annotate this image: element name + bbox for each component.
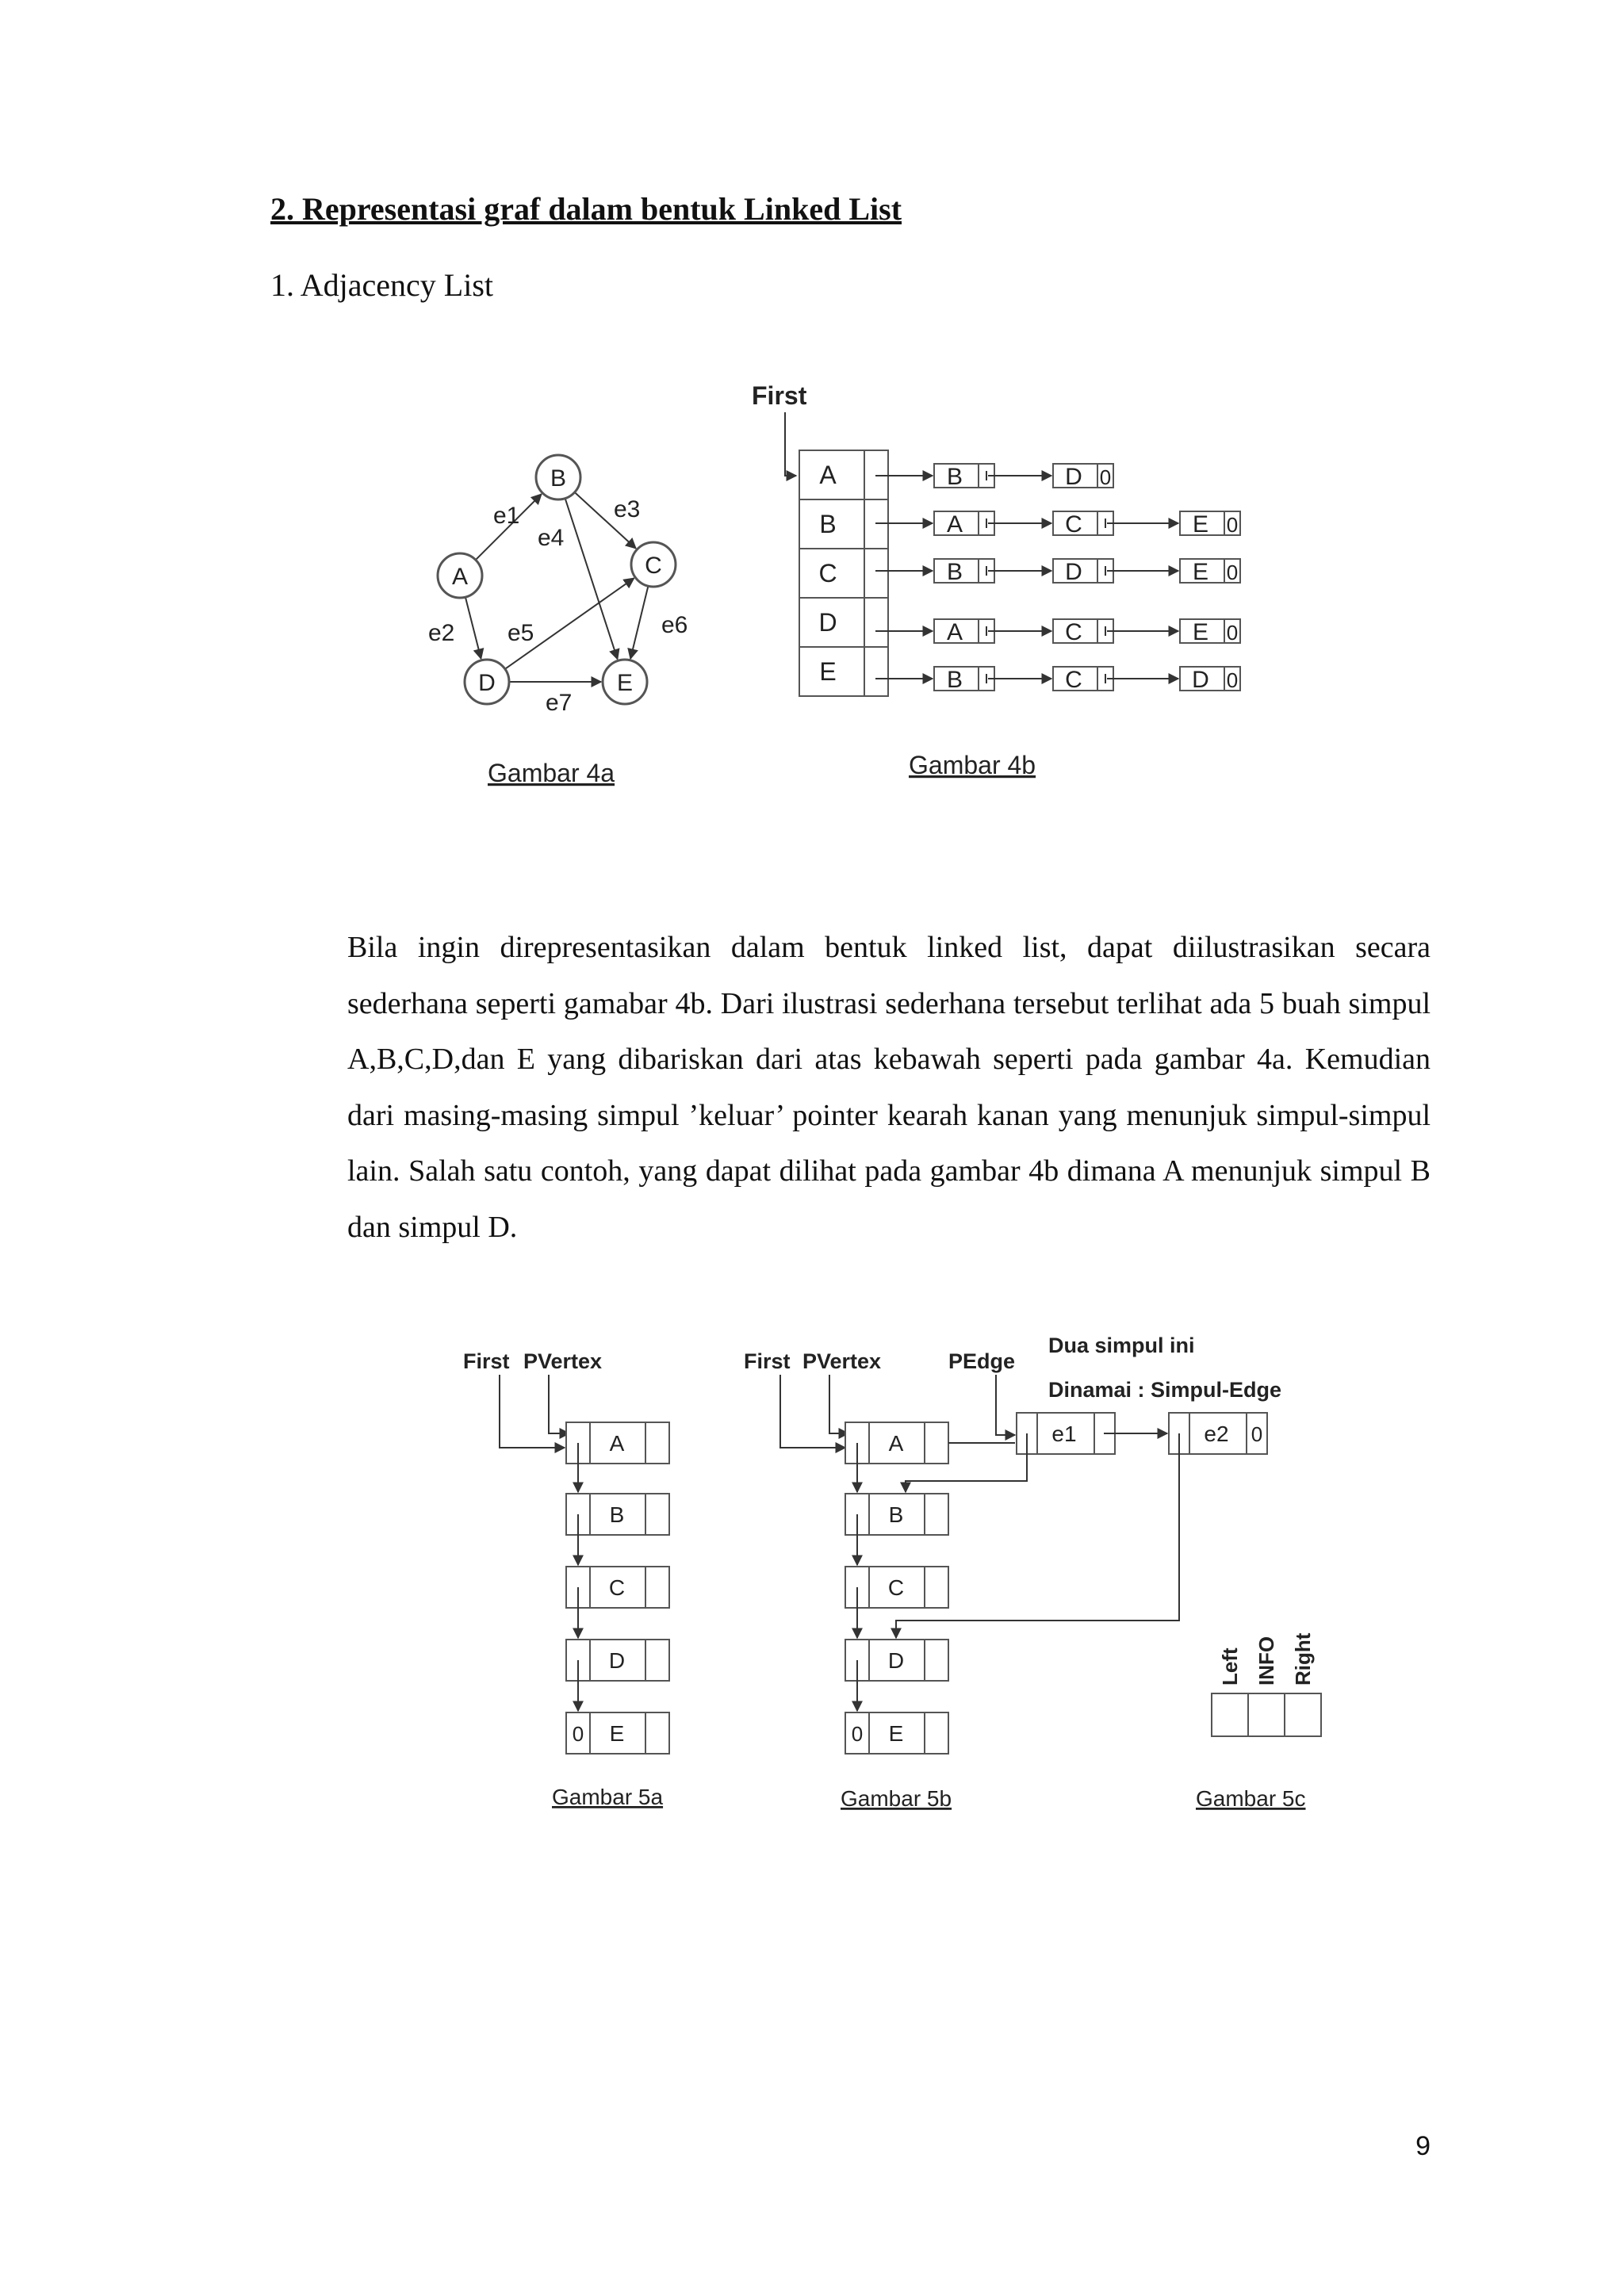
list-node-b [934, 464, 994, 488]
vertex-node-label: A [609, 1431, 625, 1456]
list-node-a [934, 619, 994, 643]
list-node-b [934, 559, 994, 583]
vertex-node-label: B [609, 1502, 625, 1527]
note-line-1: Dua simpul ini [1048, 1334, 1195, 1357]
null-pointer: 0 [1226, 561, 1239, 584]
vertex-node-label: E [888, 1721, 904, 1746]
vertex-node-label: C [608, 1575, 626, 1600]
edge-e4 [565, 499, 618, 660]
vertex-row-a [799, 450, 888, 499]
label-first: First [463, 1349, 510, 1373]
null-pointer: 0 [1226, 513, 1239, 537]
label-pvertex: PVertex [802, 1349, 882, 1373]
vertex-node-label: A [888, 1431, 904, 1456]
null-pointer: 0 [572, 1722, 584, 1746]
label-pvertex: PVertex [523, 1349, 603, 1373]
list-node-label: E [1192, 511, 1209, 538]
list-node-label: E [1192, 619, 1209, 645]
list-node-label: C [1065, 619, 1082, 645]
list-node-label: B [946, 559, 963, 585]
figure-5c [1196, 1632, 1321, 1811]
vertex-label: A [819, 461, 837, 489]
vertex-row-c [799, 549, 888, 598]
figure-4a-graph [428, 455, 688, 787]
edge-label-e5: e5 [508, 620, 534, 646]
graph-node-label: A [451, 564, 469, 590]
edge-label-e6: e6 [661, 612, 688, 638]
vertex-label: C [818, 559, 837, 587]
vertex-node-label: C [887, 1575, 905, 1600]
edge-label-e4: e4 [538, 525, 565, 551]
label-first: First [744, 1349, 791, 1373]
list-node-label: E [1192, 559, 1209, 585]
list-node-label: A [946, 511, 963, 538]
vertex-label: B [819, 510, 837, 538]
figure-5b [744, 1334, 1281, 1811]
page-number: 9 [1415, 2131, 1431, 2161]
label-first: First [752, 381, 807, 410]
list-node-label: B [946, 667, 963, 693]
edge-label-e3: e3 [614, 496, 641, 522]
subsection-heading: 1. Adjacency List [270, 267, 494, 303]
field-label-info: INFO [1254, 1636, 1278, 1686]
label-pedge: PEdge [948, 1349, 1016, 1373]
edge-node-label: e2 [1204, 1422, 1229, 1446]
list-node-c [1053, 511, 1113, 535]
list-node-label: B [946, 464, 963, 490]
edge-node-label: e1 [1051, 1422, 1077, 1446]
body-paragraph: Bila ingin direpresentasikan dalam bentuk linked list, dapat diilustrasikan secara sederhana seperti gamabar 4b. Dari ilustrasi sederhana tersebut terlihat ada 5 buah simpul A,B,C,D,dan E yang dibariskan dari atas kebawah seperti pada gambar 4a. Kemudian dari masing-masing simpul ’keluar’ pointer kearah kanan yang menunjuk simpul-simpul lain. Salah satu contoh, yang dapat dilihat pada gambar 4b dimana A menunjuk simpul B dan simpul D. [347, 931, 1431, 1244]
list-node-c [1053, 667, 1113, 691]
list-node-label: C [1065, 511, 1082, 538]
null-pointer: 0 [1226, 668, 1239, 692]
vertex-label: D [818, 608, 837, 637]
vertex-row-b [799, 499, 888, 549]
field-info-cell [1248, 1693, 1285, 1736]
vertex-node-label: E [609, 1721, 625, 1746]
vertex-node-label: D [608, 1648, 626, 1673]
caption-gambar-4a: Gambar 4a [488, 759, 615, 787]
list-node-label: D [1065, 559, 1082, 585]
field-left-cell [1212, 1693, 1248, 1736]
caption-gambar-5a: Gambar 5a [552, 1785, 664, 1809]
list-node-c [1053, 619, 1113, 643]
caption-gambar-5c: Gambar 5c [1196, 1786, 1306, 1811]
edge-label-e7: e7 [546, 690, 573, 716]
caption-gambar-4b: Gambar 4b [909, 751, 1036, 779]
field-label-left: Left [1218, 1647, 1242, 1686]
null-pointer: 0 [851, 1722, 864, 1746]
edge-label-e2: e2 [428, 620, 455, 646]
null-pointer: 0 [1226, 621, 1239, 645]
list-node-d [1053, 559, 1113, 583]
null-pointer: 0 [1099, 465, 1112, 489]
list-node-label: A [946, 619, 963, 645]
field-right-cell [1285, 1693, 1321, 1736]
figure-5a [463, 1349, 669, 1809]
vertex-node-label: D [887, 1648, 905, 1673]
edge-e6 [630, 586, 648, 659]
section-heading: 2. Representasi graf dalam bentuk Linked List [270, 191, 902, 227]
graph-node-label: B [550, 465, 567, 492]
graph-node-label: C [645, 553, 662, 579]
vertex-label: E [819, 657, 837, 686]
graph-node-label: E [616, 670, 634, 696]
list-node-label: D [1192, 667, 1209, 693]
list-node-label: C [1065, 667, 1082, 693]
caption-gambar-5b: Gambar 5b [841, 1786, 952, 1811]
note-line-2: Dinamai : Simpul-Edge [1048, 1378, 1282, 1402]
edge-label-e1: e1 [493, 503, 520, 529]
list-node-b [934, 667, 994, 691]
list-node-a [934, 511, 994, 535]
vertex-row-e [799, 647, 888, 696]
list-node-label: D [1065, 464, 1082, 490]
graph-node-label: D [478, 670, 496, 696]
figure-4b-adjacency-list [752, 381, 1240, 779]
vertex-row-d [799, 598, 888, 647]
edge-e2 [465, 597, 481, 659]
null-pointer: 0 [1251, 1422, 1263, 1446]
vertex-node-label: B [888, 1502, 904, 1527]
field-label-right: Right [1291, 1632, 1315, 1686]
